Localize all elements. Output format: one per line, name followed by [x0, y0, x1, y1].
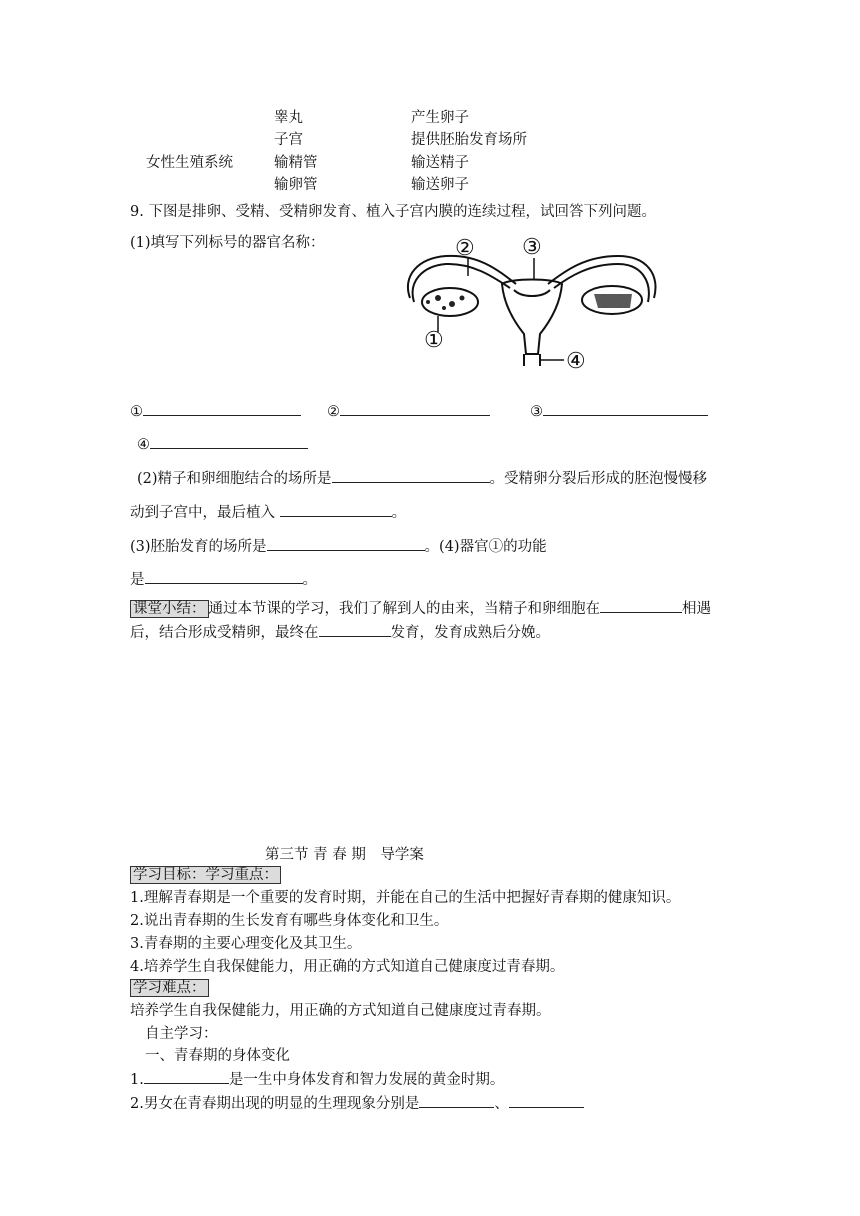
item-text: 是一生中身体发育和智力发展的黄金时期。	[228, 1072, 505, 1088]
answer-blank[interactable]	[419, 1093, 494, 1108]
question-sub2-line2	[130, 502, 406, 523]
question-text: (3)胚胎发育的场所是	[130, 539, 267, 555]
table-function: 输送卵子	[411, 177, 469, 193]
goals-label	[130, 865, 281, 885]
self-study-heading: 自主学习：	[145, 1026, 218, 1042]
question-text: (2)精子和卵细胞结合的场所是	[137, 471, 332, 487]
diagram-marker-1: ①	[424, 328, 444, 353]
answer-line-2[interactable]	[327, 401, 490, 422]
answer-blank[interactable]	[319, 622, 391, 637]
summary-text: 发育，发育成熟后分娩。	[390, 625, 550, 641]
item1	[130, 1069, 504, 1090]
table-organ: 输卵管	[274, 177, 318, 193]
question-sub2-line1	[137, 468, 707, 489]
table-organ: 睾丸	[274, 110, 303, 126]
question-text: 。	[302, 572, 317, 588]
difficulty-label-text: 学习难点：	[130, 979, 209, 997]
item-text: 2.男女在青春期出现的明显的生理现象分别是	[130, 1096, 420, 1112]
table-system-label: 女性生殖系统	[146, 155, 233, 171]
answer-blank[interactable]	[509, 1093, 584, 1108]
answer-line-3[interactable]	[530, 401, 708, 422]
question-text: 。受精卵分裂后形成的胚泡慢慢移	[489, 471, 708, 487]
table-organ: 输精管	[274, 155, 318, 171]
question-text: 是	[130, 572, 145, 588]
goal-item: 1.理解青春期是一个重要的发育时期，并能在自己的生活中把握好青春期的健康知识。	[130, 890, 681, 906]
section-title: 第三节 青 春 期 导学案	[265, 847, 424, 863]
part1-heading: 一、青春期的身体变化	[145, 1048, 290, 1064]
answer-blank[interactable]	[332, 468, 490, 483]
question-text: 动到子宫中，最后植入	[130, 505, 275, 521]
answer-line-1[interactable]	[130, 401, 301, 422]
question-text: 。(4)器官①的功能	[424, 539, 547, 555]
goal-item: 3.青春期的主要心理变化及其卫生。	[130, 936, 362, 952]
difficulty-text: 培养学生自我保健能力，用正确的方式知道自己健康度过青春期。	[130, 1003, 551, 1019]
table-organ: 子宫	[274, 132, 303, 148]
goals-label-text: 学习目标：学习重点：	[130, 866, 281, 884]
summary-text: 通过本节课的学习，我们了解到人的由来，当精子和卵细胞在	[208, 601, 600, 617]
summary-text: 相遇	[682, 601, 711, 617]
answer-blank[interactable]	[144, 1069, 229, 1084]
blank-marker: ③	[530, 404, 543, 420]
answer-blank[interactable]	[145, 569, 303, 584]
question-stem: 9. 下图是排卵、受精、受精卵发育、植入子宫内膜的连续过程，试回答下列问题。	[130, 204, 656, 220]
summary-label: 课堂小结：	[130, 600, 209, 618]
summary-line1	[130, 598, 711, 619]
goal-item: 2.说出青春期的生长发育有哪些身体变化和卫生。	[130, 913, 449, 929]
table-function: 产生卵子	[411, 110, 469, 126]
question-sub1: (1)填写下列标号的器官名称：	[130, 235, 325, 251]
table-function: 提供胚胎发育场所	[411, 132, 527, 148]
blank-marker: ①	[130, 404, 143, 420]
item-separator: 、	[494, 1096, 509, 1112]
answer-blank[interactable]	[280, 502, 392, 517]
goal-item: 4.培养学生自我保健能力，用正确的方式知道自己健康度过青春期。	[130, 959, 565, 975]
item-number: 1.	[130, 1072, 144, 1088]
summary-text: 后，结合形成受精卵，最终在	[130, 625, 319, 641]
diagram-marker-4: ④	[566, 349, 586, 374]
question-sub3	[130, 536, 547, 557]
blank-marker: ④	[137, 437, 150, 453]
diagram-marker-2: ②	[455, 236, 475, 261]
blank-marker: ②	[327, 404, 340, 420]
item2	[130, 1093, 584, 1114]
question-text: 。	[391, 505, 407, 521]
answer-line-4[interactable]	[137, 434, 308, 455]
answer-blank[interactable]	[600, 598, 682, 613]
summary-line2	[130, 622, 550, 643]
diagram-marker-3: ③	[522, 235, 542, 260]
table-function: 输送精子	[411, 155, 469, 171]
answer-blank[interactable]	[267, 536, 425, 551]
difficulty-label	[130, 978, 209, 998]
question-sub4	[130, 569, 317, 590]
